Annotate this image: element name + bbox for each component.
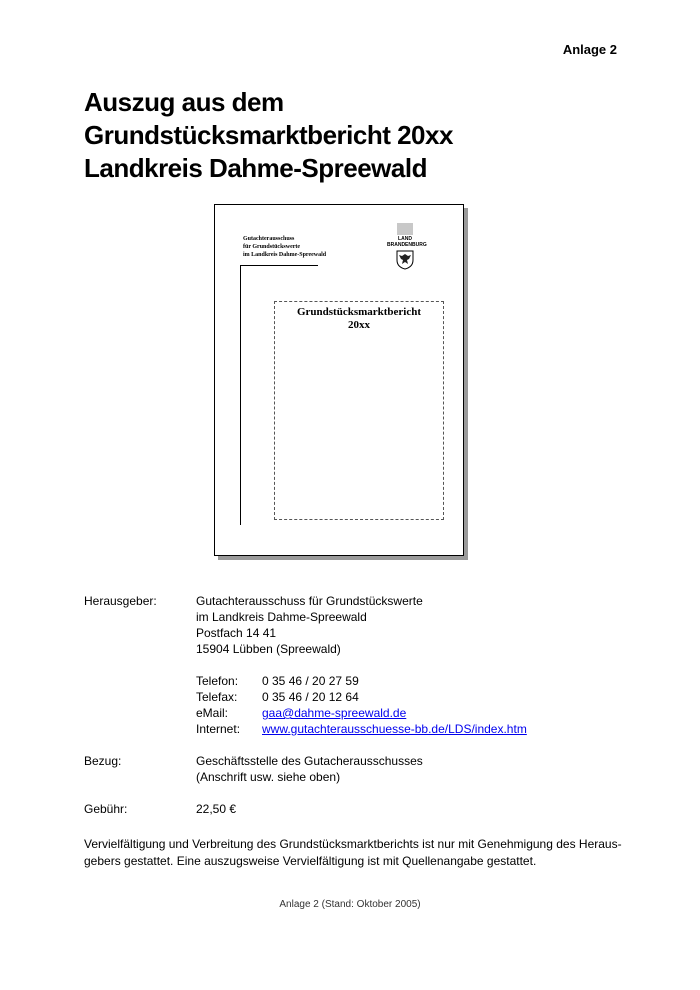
- phone-label: Telefon:: [196, 674, 239, 688]
- phone-value: 0 35 46 / 20 27 59: [262, 674, 359, 688]
- fee-label: Gebühr:: [84, 802, 128, 816]
- title-line: Grundstücksmarktbericht 20xx: [84, 120, 453, 150]
- address-line: 15904 Lübben (Spreewald): [196, 642, 341, 656]
- cover-org-line: für Grundstückswerte: [243, 244, 301, 250]
- crest-text: [387, 236, 427, 248]
- address-line: im Landkreis Dahme-Spreewald: [196, 610, 367, 624]
- cover-rule-vertical: [240, 265, 241, 525]
- internet-label: Internet:: [196, 722, 241, 736]
- eagle-shield-icon: [396, 250, 414, 270]
- copyright-notice: [84, 836, 624, 870]
- notice-line: Vervielfältigung und Verbreitung des Grundstücksmarktberichts ist nur mit Genehmigung des Heraus-: [84, 837, 622, 851]
- supply-section: [84, 753, 527, 785]
- address-line: Postfach 14 41: [196, 626, 277, 640]
- page-footer: Anlage 2 (Stand: Oktober 2005): [279, 899, 421, 910]
- title-line: Auszug aus dem: [84, 87, 284, 117]
- cover-org-name: [243, 235, 326, 259]
- report-cover-thumbnail: [214, 204, 464, 556]
- contact-list: [196, 673, 527, 737]
- fax-label: Telefax:: [196, 690, 238, 704]
- supply-line: (Anschrift usw. siehe oben): [196, 770, 341, 784]
- fee-section: [84, 801, 527, 817]
- publisher-label: Herausgeber:: [84, 594, 157, 608]
- email-label: eMail:: [196, 706, 229, 720]
- cover-title-line: 20xx: [348, 319, 370, 331]
- cover-rule-horizontal: [240, 265, 318, 266]
- title-line: Landkreis Dahme-Spreewald: [84, 153, 427, 183]
- address-line: Gutachterausschuss für Grundstückswerte: [196, 594, 423, 608]
- cover-org-line: Gutachterausschuss: [243, 236, 295, 242]
- cover-org-line: im Landkreis Dahme-Spreewald: [243, 252, 327, 258]
- supply-label: Bezug:: [84, 754, 122, 768]
- crest-text-line: BRANDENBURG: [387, 242, 427, 248]
- supply-line: Geschäftsstelle des Gutacherausschusses: [196, 754, 423, 768]
- cover-title-box: [274, 301, 444, 520]
- publication-info: [84, 593, 527, 817]
- crest-text-line: LAND: [398, 236, 412, 242]
- notice-line: gebers gestattet. Eine auszugsweise Vervielfältigung ist mit Quellenangabe gestattet.: [84, 854, 537, 868]
- fee-value: 22,50 €: [196, 802, 237, 816]
- website-link[interactable]: www.gutachterausschuesse-bb.de/LDS/index.htm: [262, 722, 527, 736]
- fax-value: 0 35 46 / 20 12 64: [262, 690, 359, 704]
- crest-block-icon: [397, 223, 413, 235]
- page-title: [84, 86, 624, 185]
- cover-report-title: [275, 306, 443, 332]
- brandenburg-crest: [387, 223, 427, 270]
- cover-title-line: Grundstücksmarktbericht: [296, 306, 422, 318]
- annex-label: Anlage 2: [562, 42, 617, 57]
- email-link[interactable]: gaa@dahme-spreewald.de: [262, 706, 407, 720]
- publisher-section: [84, 593, 527, 737]
